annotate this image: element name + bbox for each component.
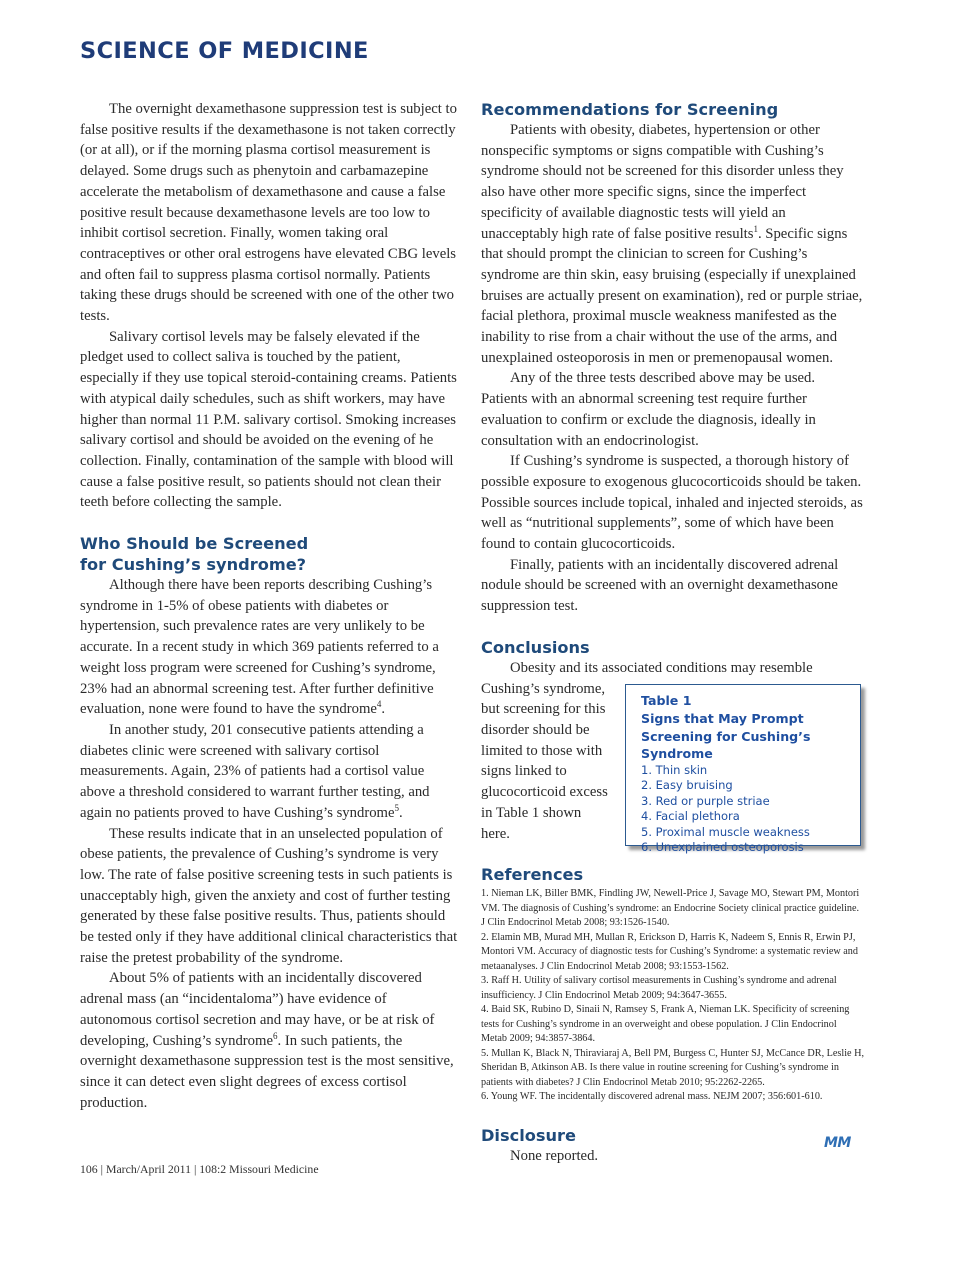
reference-1: 1. Nieman LK, Biller BMK, Findling JW, Newell-Price J, Savage MO, Stewart PM, Montori VM. The diagnosis of Cushing’s syndrome: an Endocrine Society clinical practice guideline. J Clin Endocrinol Metab 2008; 93:1526-1540.: [481, 888, 860, 929]
table-sign-list: [641, 763, 850, 857]
paragraph-recommendation-2: Any of the three tests described above may be used. Patients with an abnormal screening test require further evaluation to confirm or exclude the diagnosis, ideally in consultation with an endocrinologist.: [481, 370, 816, 449]
table-item-thin-skin: 1. Thin skin: [641, 762, 708, 777]
table-title: Signs that May Prompt Screening for Cushing’s Syndrome: [641, 711, 811, 761]
citation-4: 4: [376, 699, 382, 710]
paragraph-incidentaloma: [80, 968, 462, 1113]
table-item-facial-plethora: 4. Facial plethora: [641, 809, 740, 824]
heading-who-screened: [80, 533, 462, 575]
paragraph-incidentaloma-a: About 5% of patients with an incidentally discovered adrenal mass (an “incidentaloma”) have evidence of autonomous cortisol secretion and may have, or be at risk of developing, Cushing’s syndrome: [80, 970, 435, 1049]
heading-who-line1: Who Should be Screened: [80, 534, 309, 554]
paragraph-recommendation-4: Finally, patients with an incidentally discovered adrenal nodule should be screened with an overnight dexamethasone suppression test.: [481, 556, 839, 615]
paragraph-disclosure: None reported.: [510, 1147, 599, 1164]
reference-3: 3. Raff H. Utility of salivary cortisol measurements in Cushing’s syndrome and adrenal insufficiency. J Clin Endocrinol Metab 2009; 94:3647-3655.: [481, 975, 837, 1001]
right-column: [481, 99, 865, 1166]
heading-references: References: [481, 865, 584, 885]
reference-4: 4. Baid SK, Rubino D, Sinaii N, Ramsey S, Frank A, Nieman LK. Specificity of screening tests for Cushing’s syndrome in an overweight and obese population. J Clin Endocrinol Metab 2009; 94:3857-3864.: [481, 1004, 850, 1045]
paragraph-diabetes-study: In another study, 201 consecutive patients attending a diabetes clinic were screened with salivary cortisol measurements. Again, 23% of patients had a cortisol value above a threshold considered to warrant further testing, and again no patients proved to have Cushing’s syndrome$^5$.: [80, 721, 430, 821]
citation-6: 6: [272, 1030, 278, 1041]
table-1-box: [625, 684, 861, 855]
paragraph-prevalence-text: Although there have been reports describing Cushing’s syndrome in 1-5% of obese patients with diabetes or hypertension, such prevalence rates are very unlikely to be accurate. In a recent study in which 369 patients referred to a weight loss program were screened for Cushing’s syndrome, 23% had an abnormal screening test. After further definitive evaluation, none were found to have the syndrome: [80, 577, 439, 718]
table-item-easy-bruising: 2. Easy bruising: [641, 778, 733, 793]
paragraph-recommendation-3: If Cushing’s syndrome is suspected, a thorough history of possible exposure to exogenous glucocorticoids should be taken. Possible sources include topical, inhaled and injected steroids, as well as “nutritional supplements”, some of which have been found to contain glucocorticoids.: [481, 453, 863, 553]
reference-2: 2. Elamin MB, Murad MH, Mullan R, Erickson D, Harris K, Nadeem S, Ennis R, Erwin PJ, Montori VM. Accuracy of diagnostic tests for Cushing’s Syndrome: a systematic review and metaanalyses. J Clin Endocrinol Metab 2008; 93:1553-1562.: [481, 931, 858, 972]
heading-who-line2: for Cushing’s syndrome?: [80, 555, 307, 575]
citation-5: 5: [394, 802, 400, 813]
paragraph-reco-1a: Patients with obesity, diabetes, hypertension or other nonspecific symptoms or signs compatible with Cushing’s syndrome should not be screened for this disorder unless they also have other more specific signs, since the imperfect specificity of available diagnostic tests will yield an unacceptably high rate of false positive results: [481, 122, 844, 242]
paragraph-conclusion-rest: Cushing’s syndrome, but screening for this disorder should be limited to those with signs linked to glucocorticoid excess in Table 1 shown here.: [481, 680, 608, 842]
paragraph-recommendation-1: [481, 120, 865, 368]
heading-conclusions: Conclusions: [481, 637, 590, 657]
paragraph-incidentaloma-b: . In such patients, the overnight dexamethasone suppression test is the most sensitive, since it can detect even slight degrees of excess cortisol production.: [80, 1032, 454, 1111]
paragraph-reco-1b: . Specific signs that should prompt the clinician to screen for Cushing’s syndrome are thin skin, easy bruising (especially if unexplained bruises are actually present on examination), red or purple striae, facial plethora, proximal muscle weakness manifested as the inability to rise from a chair without the use of the arms, and unexplained osteoporosis in men or premenopausal women.: [481, 225, 863, 366]
table-item-muscle-weakness: 5. Proximal muscle weakness: [641, 824, 810, 839]
citation-1: 1: [753, 223, 758, 234]
page-footer: 106 | March/April 2011 | 108:2 Missouri Medicine: [80, 1162, 319, 1176]
paragraph-dexamethasone: The overnight dexamethasone suppression test is subject to false positive results if the dexamethasone is not taken correctly (or at all), or if the morning plasma cortisol measurement is delayed. Some drugs such as phenytoin and carbamazepine accelerate the metabolism of dexamethasone and cause a false positive result because dexamethasone levels are too low to inhibit cortisol secretion. Finally, women taking oral contraceptives or other oral estrogens have elevated CBG levels and often fail to suppress plasma cortisol normally. Patients taking these drugs should be screened with one of the other two tests.: [80, 101, 457, 325]
reference-5: 5. Mullan K, Black N, Thiraviaraj A, Bell PM, Burgess C, Hunter SJ, McCance DR, Leslie H, Sheridan B, Atkinson AB. Is there value in routine screening for Cushing’s syndrome in patients with diabetes? J Clin Endocrinol Metab 2010; 95:2262-2265.: [481, 1047, 865, 1088]
table-label: Table 1: [641, 693, 692, 708]
paragraph-diabetes-text: In another study, 201 consecutive patients attending a diabetes clinic were screened with salivary cortisol measurements. Again, 23% of patients had a cortisol value above a threshold considered to warrant further testing, and again no patients proved to have Cushing’s syndrome: [80, 721, 430, 821]
reference-6: 6. Young WF. The incidentally discovered adrenal mass. NEJM 2007; 356:601-610.: [481, 1091, 823, 1103]
left-column: [80, 99, 462, 1113]
table-item-striae: 3. Red or purple striae: [641, 793, 770, 808]
section-title: SCIENCE OF MEDICINE: [80, 38, 369, 64]
paragraph-conclusion-line1: Obesity and its associated conditions may resemble: [510, 659, 813, 676]
paragraph-salivary: Salivary cortisol levels may be falsely elevated if the pledget used to collect saliva is touched by the patient, especially if they use topical steroid-containing creams. Patients with atypical daily schedules, such as shift workers, may have higher than normal 11 P.M. salivary cortisol. Smoking increases salivary cortisol and should be avoided on the evening of he collection. Finally, contamination of the sample with blood will cause a false positive result, so patients should not clean their teeth before collecting the sample.: [80, 328, 457, 511]
paragraph-prevalence: Although there have been reports describing Cushing’s syndrome in 1-5% of obese patients with diabetes or hypertension, such prevalence rates are very unlikely to be accurate. In a recent study in which 369 patients referred to a weight loss program were screened for Cushing’s syndrome, 23% had an abnormal screening test. After further definitive evaluation, none were found to have the syndrome$^4$.: [80, 577, 439, 718]
paragraph-results: These results indicate that in an unselected population of obese patients, the prevalence of Cushing’s syndrome is very low. The rate of false positive screening tests in such patients is unacceptably high, given the anxiety and cost of further testing generated by these false positive results. Thus, patients should be tested only if they have additional clinical characteristics that raise the pretest probability of the syndrome.: [80, 825, 458, 966]
heading-recommendations: Recommendations for Screening: [481, 100, 779, 119]
reference-list: [481, 887, 865, 1105]
missouri-medicine-logo: MM: [824, 1135, 851, 1151]
heading-disclosure: Disclosure: [481, 1125, 577, 1145]
table-item-osteoporosis: 6. Unexplained osteoporosis: [641, 840, 804, 855]
